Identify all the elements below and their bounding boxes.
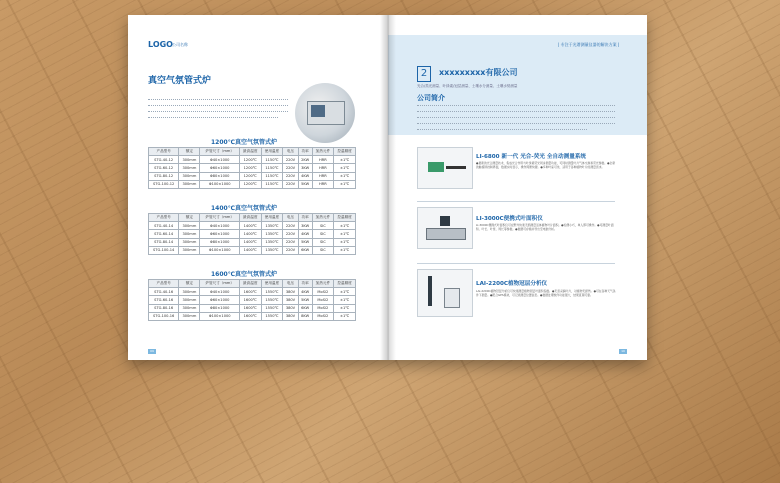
table-cell: 220V	[283, 180, 298, 188]
table-row	[149, 164, 356, 172]
table-cell: 1350℃	[261, 238, 283, 246]
table-cell: ±1℃	[334, 172, 356, 180]
table-row	[149, 246, 356, 254]
table-cell: ±1℃	[334, 230, 356, 238]
column-header: 功率	[298, 214, 312, 222]
table-cell: ±1℃	[334, 222, 356, 230]
text-line	[417, 111, 615, 113]
table-cell: 1550℃	[261, 304, 283, 312]
table-cell: 380V	[283, 304, 298, 312]
table-cell: Φ100×1000	[200, 246, 239, 254]
table-cell: 300mm	[179, 230, 200, 238]
column-header: 电压	[283, 280, 298, 288]
column-header: 额定	[179, 280, 200, 288]
table-cell: 300mm	[179, 238, 200, 246]
divider	[417, 201, 615, 202]
text-line	[417, 129, 587, 131]
table-cell: 1200℃	[239, 172, 261, 180]
table-cell: 220V	[283, 246, 298, 254]
product-image-li6800	[417, 147, 473, 189]
left-page	[128, 15, 386, 360]
table-cell: 300mm	[179, 246, 200, 254]
table-cell: 4KW	[298, 172, 312, 180]
column-header: 使用温度	[261, 280, 283, 288]
table-row	[149, 238, 356, 246]
table-header-row	[149, 214, 356, 222]
column-header: 最高温度	[239, 214, 261, 222]
table-cell: Φ80×1000	[200, 304, 239, 312]
text-line	[148, 111, 288, 113]
table-cell: 5KW	[298, 180, 312, 188]
column-header: 最高温度	[239, 280, 261, 288]
wand-icon	[428, 276, 432, 306]
table-cell: 300mm	[179, 172, 200, 180]
company-name: xxxxxxxxx有限公司	[439, 68, 518, 77]
text-line	[417, 123, 615, 125]
table-cell: 1600℃	[239, 304, 261, 312]
section-title: 1400℃真空气氛管式炉	[211, 205, 277, 212]
table-cell: 300mm	[179, 312, 200, 320]
table-cell: ±1℃	[334, 164, 356, 172]
text-line	[417, 117, 615, 119]
table-cell: 300mm	[179, 288, 200, 296]
page-title: 真空气氛管式炉	[148, 76, 212, 86]
device-icon	[428, 162, 444, 172]
table-cell: 1150℃	[261, 180, 283, 188]
table-cell: 300mm	[179, 296, 200, 304]
table-cell: STG-80-12	[149, 172, 179, 180]
console-icon	[440, 216, 450, 226]
table-cell: STG-100-12	[149, 180, 179, 188]
table-cell: 6KW	[298, 304, 312, 312]
page-number: 09	[148, 349, 156, 354]
column-header: 额定	[179, 148, 200, 156]
table-cell: HRR	[312, 180, 334, 188]
table-cell: 1200℃	[239, 180, 261, 188]
table-cell: Φ60×1000	[200, 296, 239, 304]
table-cell: 220V	[283, 230, 298, 238]
chapter-number: 2	[417, 66, 431, 82]
table-cell: MoSi2	[312, 312, 334, 320]
column-header: 功率	[298, 280, 312, 288]
text-line	[148, 99, 288, 101]
table-cell: SIC	[312, 230, 334, 238]
column-header: 功率	[298, 148, 312, 156]
table-cell: Φ40×1000	[200, 222, 239, 230]
product-image-lai2200c	[417, 269, 473, 317]
column-header: 电压	[283, 148, 298, 156]
table-cell: 300mm	[179, 156, 200, 164]
table-cell: 1550℃	[261, 312, 283, 320]
product-image-li3000c	[417, 207, 473, 249]
table-cell: SIC	[312, 238, 334, 246]
table-cell: 1600℃	[239, 312, 261, 320]
column-header: 控温精度	[334, 280, 356, 288]
table-cell: STG-40-12	[149, 156, 179, 164]
table-cell: 1350℃	[261, 230, 283, 238]
table-row	[149, 180, 356, 188]
table-cell: Φ60×1000	[200, 230, 239, 238]
table-cell: ±1℃	[334, 288, 356, 296]
column-header: 加热元件	[312, 214, 334, 222]
column-header: 产品型号	[149, 214, 179, 222]
table-cell: 300mm	[179, 222, 200, 230]
table-cell: ±1℃	[334, 238, 356, 246]
company-subtitle: 光合/蒸光测量、叶绿素/冠层测量、土壤水分测量、土壤水势测量	[417, 84, 518, 88]
table-cell: MoSi2	[312, 304, 334, 312]
table-cell: 1200℃	[239, 164, 261, 172]
table-cell: MoSi2	[312, 296, 334, 304]
table-cell: SIC	[312, 246, 334, 254]
table-cell: STG-40-16	[149, 288, 179, 296]
column-header: 炉管尺寸（mm）	[200, 280, 239, 288]
table-cell: STG-60-14	[149, 230, 179, 238]
table-header-row	[149, 148, 356, 156]
table-cell: ±1℃	[334, 312, 356, 320]
table-cell: 6KW	[298, 246, 312, 254]
column-header: 额定	[179, 214, 200, 222]
table-cell: 300mm	[179, 304, 200, 312]
furnace-photo	[295, 83, 355, 143]
page-number: 10	[619, 349, 627, 354]
column-header: 产品型号	[149, 148, 179, 156]
table-cell: 380V	[283, 296, 298, 304]
tagline: | 专注于光谱测量仪器的解决方案 |	[558, 42, 620, 47]
table-cell: 1200℃	[239, 156, 261, 164]
table-cell: 1400℃	[239, 246, 261, 254]
product-desc: LAI-2200C植物冠层分析仪可快速测量植物冠层叶面积指数。●无需采摘叶片，对植物无损伤。●可在各种天气条件下测量。●配合GPS模块，可记录测量位置信息。●数据处理软件功能强大，结果直观可靠。	[476, 289, 616, 298]
table-cell: HRR	[312, 172, 334, 180]
table-cell: Φ40×1000	[200, 288, 239, 296]
table-row	[149, 172, 356, 180]
table-cell: STG-80-14	[149, 238, 179, 246]
table-cell: 2KW	[298, 156, 312, 164]
table-cell: 4KW	[298, 288, 312, 296]
column-header: 产品型号	[149, 280, 179, 288]
table-cell: SIC	[312, 222, 334, 230]
section-title: 1200℃真空气氛管式炉	[211, 139, 277, 146]
table-cell: 1400℃	[239, 230, 261, 238]
table-cell: HRR	[312, 156, 334, 164]
column-header: 炉管尺寸（mm）	[200, 148, 239, 156]
table-cell: 220V	[283, 172, 298, 180]
table-cell: ±1℃	[334, 156, 356, 164]
table-row	[149, 288, 356, 296]
furnace-panel-icon	[311, 105, 325, 117]
product-title: LI-3000C便携式叶面积仪	[476, 216, 543, 222]
column-header: 加热元件	[312, 148, 334, 156]
section-title: 1600℃真空气氛管式炉	[211, 271, 277, 278]
divider	[417, 263, 615, 264]
table-cell: 380V	[283, 288, 298, 296]
right-page	[388, 15, 647, 360]
spec-table-1600	[148, 279, 356, 321]
table-cell: STG-60-12	[149, 164, 179, 172]
table-cell: ±1℃	[334, 296, 356, 304]
table-cell: Φ40×1000	[200, 156, 239, 164]
logo: LOGO	[148, 40, 173, 49]
brochure-spread	[128, 15, 647, 360]
spec-table-1400	[148, 213, 356, 255]
table-cell: Φ60×1000	[200, 164, 239, 172]
column-header: 使用温度	[261, 148, 283, 156]
table-header-row	[149, 280, 356, 288]
console-icon	[444, 288, 460, 308]
spec-table-1200	[148, 147, 356, 189]
table-cell: 1350℃	[261, 222, 283, 230]
table-cell: 220V	[283, 156, 298, 164]
table-cell: 1600℃	[239, 288, 261, 296]
column-header: 控温精度	[334, 214, 356, 222]
table-cell: ±1℃	[334, 180, 356, 188]
text-line	[148, 117, 278, 119]
column-header: 控温精度	[334, 148, 356, 156]
product-desc: ●最新的光合测量技术，集成光合作用与叶绿素荧光同步测量功能，可同时测量叶片气体交换和荧光参数。●全新的触摸屏控制界面，数据实时显示，操作简便快捷。●多种叶室可选，适用于各种植物叶片的测量需求。	[476, 161, 616, 170]
table-row	[149, 230, 356, 238]
product-title: LAI-2200C植物冠层分析仪	[476, 281, 548, 287]
table-row	[149, 312, 356, 320]
table-cell: 300mm	[179, 164, 200, 172]
column-header: 使用温度	[261, 214, 283, 222]
table-cell: Φ80×1000	[200, 172, 239, 180]
table-cell: 1400℃	[239, 238, 261, 246]
table-cell: 1550℃	[261, 296, 283, 304]
logo-subtitle: 公司名称	[172, 42, 188, 47]
table-cell: STG-60-16	[149, 296, 179, 304]
table-cell: 4KW	[298, 230, 312, 238]
table-cell: 8KW	[298, 312, 312, 320]
text-line	[417, 105, 615, 107]
scanner-icon	[426, 228, 466, 240]
table-cell: Φ100×1000	[200, 180, 239, 188]
table-cell: Φ100×1000	[200, 312, 239, 320]
table-cell: 300mm	[179, 180, 200, 188]
table-cell: ±1℃	[334, 246, 356, 254]
table-row	[149, 296, 356, 304]
table-cell: Φ80×1000	[200, 238, 239, 246]
table-cell: 5KW	[298, 238, 312, 246]
book-spine	[380, 15, 396, 360]
text-line	[148, 105, 288, 107]
table-cell: 1150℃	[261, 172, 283, 180]
table-cell: 1150℃	[261, 156, 283, 164]
column-header: 电压	[283, 214, 298, 222]
table-cell: HRR	[312, 164, 334, 172]
column-header: 最高温度	[239, 148, 261, 156]
table-row	[149, 304, 356, 312]
table-cell: 1400℃	[239, 222, 261, 230]
table-cell: 1350℃	[261, 246, 283, 254]
table-cell: STG-80-16	[149, 304, 179, 312]
column-header: 加热元件	[312, 280, 334, 288]
intro-heading: 公司简介	[417, 94, 445, 102]
table-cell: MoSi2	[312, 288, 334, 296]
table-cell: 5KW	[298, 296, 312, 304]
table-cell: STG-100-14	[149, 246, 179, 254]
sensor-head-icon	[446, 166, 466, 169]
table-cell: STG-40-14	[149, 222, 179, 230]
product-desc: LI-3000C便携式叶面积仪可在野外快速无损测量活体植物叶片面积。●轻便小巧，单人即可操作。●可测量叶面积、叶长、叶宽、周长等参数。●数据可存储并导出至电脑分析。	[476, 223, 614, 232]
table-cell: 1550℃	[261, 288, 283, 296]
table-cell: 1150℃	[261, 164, 283, 172]
table-cell: 3KW	[298, 222, 312, 230]
table-cell: 3KW	[298, 164, 312, 172]
table-cell: 220V	[283, 222, 298, 230]
table-row	[149, 156, 356, 164]
table-cell: 1600℃	[239, 296, 261, 304]
table-cell: 220V	[283, 164, 298, 172]
table-cell: STG-100-16	[149, 312, 179, 320]
column-header: 炉管尺寸（mm）	[200, 214, 239, 222]
product-title: LI-6800 新一代 光合-荧光 全自动测量系统	[476, 154, 587, 160]
table-cell: 380V	[283, 312, 298, 320]
table-cell: ±1℃	[334, 304, 356, 312]
table-cell: 220V	[283, 238, 298, 246]
table-row	[149, 222, 356, 230]
